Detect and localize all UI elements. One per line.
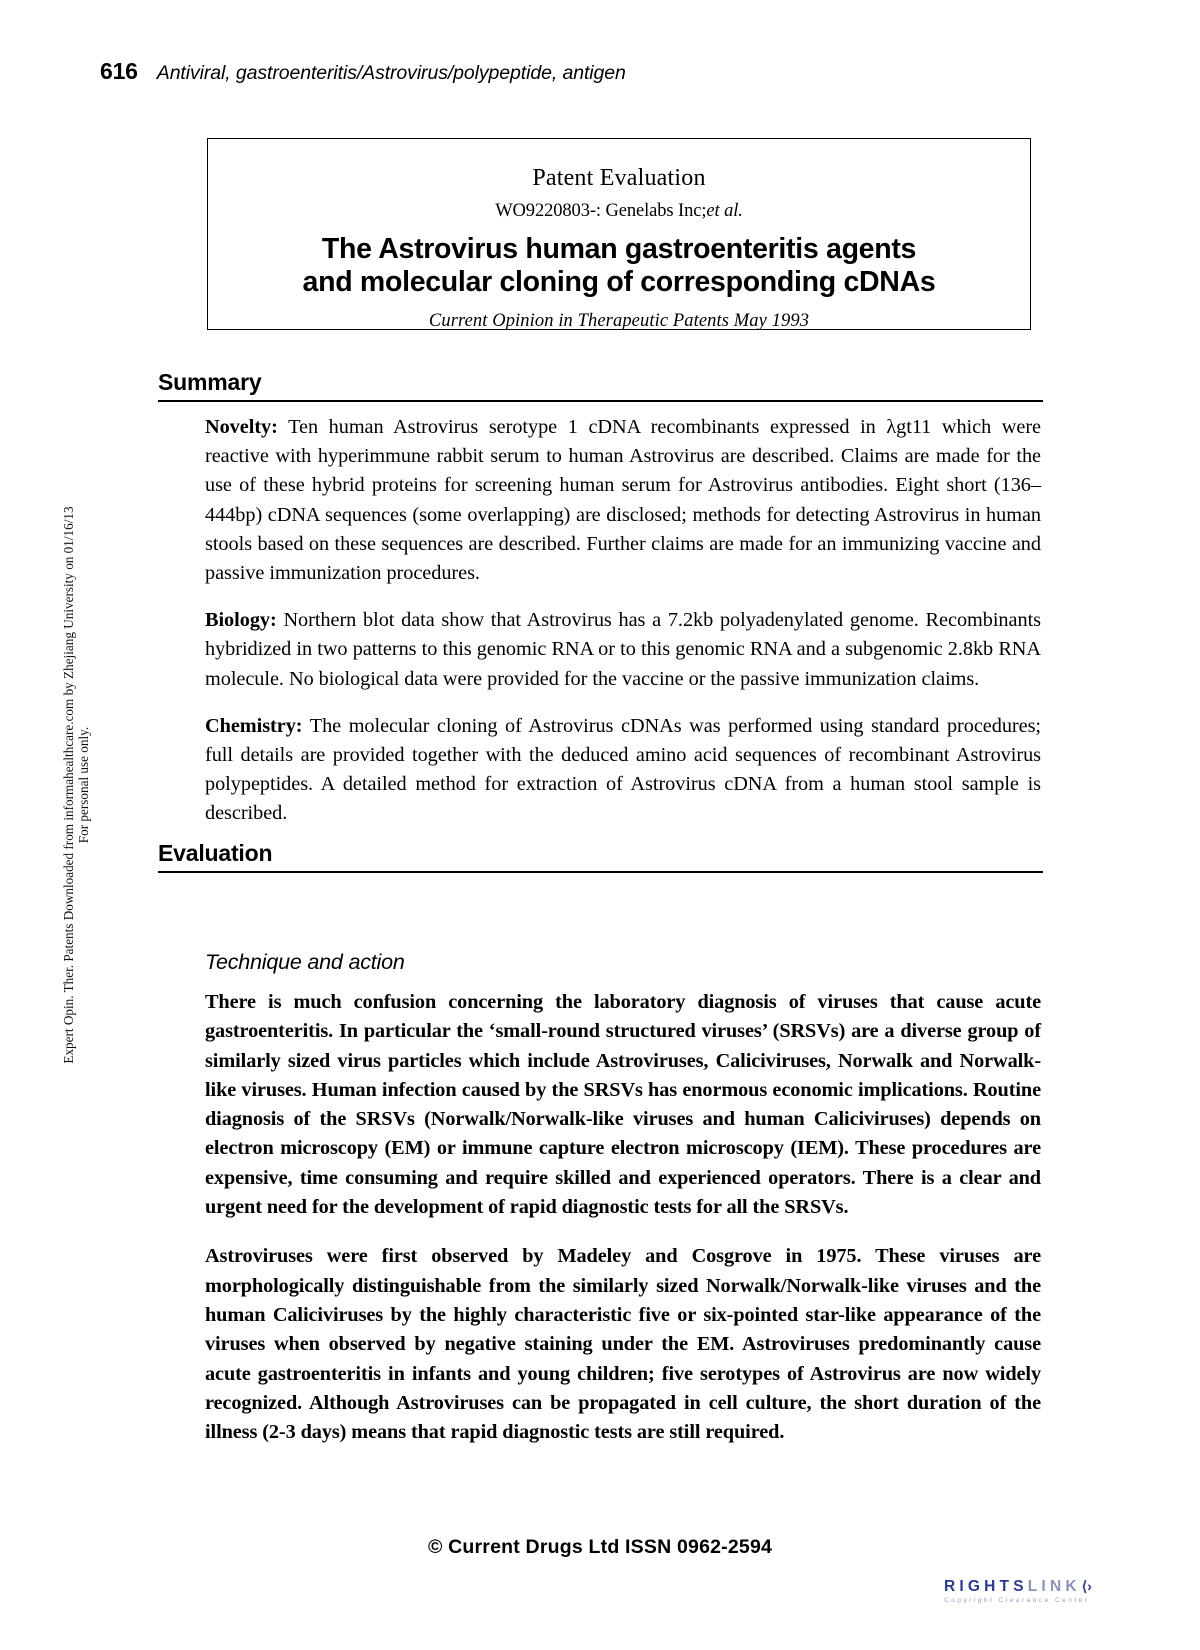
patent-title-line1: The Astrovirus human gastroenteritis agents [321, 233, 917, 265]
paragraph-biology [205, 606, 1041, 694]
paragraph-novelty-text: Ten human Astrovirus serotype 1 cDNA recombinants expressed in λgt11 which were reactive with hyperimmune rabbit serum to human Astrovirus are described. Claims are made for the use of these hybrid proteins for screening human serum for Astrovirus antibodies. Eight short (136–444bp) cDNA sequences (some overlapping) are disclosed; methods for detecting Astrovirus in human stools based on these sequences are described. Further claims are made for an immunizing vaccine and passive immunization procedures. [205, 416, 1041, 585]
rightslink-subtitle: Copyright Clearance Center [944, 1597, 1090, 1604]
paragraph-novelty-lead: Novelty: [205, 416, 278, 438]
summary-heading-rule [158, 400, 1043, 402]
evaluation-body [205, 988, 1041, 1467]
summary-heading-text: Summary [158, 369, 262, 395]
footer-copyright: © Current Drugs Ltd ISSN 0962-2594 [427, 1536, 773, 1558]
patent-number: WO9220803-: Genelabs Inc; [495, 201, 707, 221]
paragraph-evaluation-2: Astroviruses were first observed by Madeley and Cosgrove in 1975. These viruses are morphologically distinguishable from the similarly sized Norwalk/Norwalk-like viruses and the human Caliciviruses by the highly characteristic five or six-pointed star-like appearance of the viruses when observed by negative staining under the EM. Astroviruses predominantly cause acute gastroenteritis in infants and young children; five serotypes of Astrovirus are now widely recognized. Although Astroviruses can be propagated in cell culture, the short duration of the illness (2-3 days) means that rapid diagnostic tests are still required. [205, 1245, 1041, 1444]
patent-number-line [208, 201, 1030, 222]
subheading-technique-and-action: Technique and action [205, 950, 405, 974]
paragraph-chemistry-text: The molecular cloning of Astrovirus cDNAs was performed using standard procedures; full details are provided together with the deduced amino acid sequences of recombinant Astrovirus polypeptides. A detailed method for extraction of Astrovirus cDNA from a human stool sample is described. [205, 714, 1041, 825]
paragraph-biology-text: Northern blot data show that Astrovirus has a 7.2kb polyadenylated genome. Recombinants hybridized in two patterns to this genomic RNA or to this genomic RNA and a subgenomic 2.8kb RNA molecule. No biological data were provided for the vaccine or the passive immunization claims. [205, 609, 1041, 690]
section-heading-evaluation [158, 840, 1043, 873]
running-head [100, 58, 626, 85]
patent-evaluation-title-box [207, 138, 1031, 330]
paragraph-biology-lead: Biology: [205, 609, 277, 632]
section-heading-summary [158, 369, 1043, 402]
patent-title-line2: and molecular cloning of corresponding cDNAs [302, 266, 936, 298]
evaluation-heading-text: Evaluation [158, 840, 273, 866]
running-head-title: Antiviral, gastroenteritis/Astrovirus/polypeptide, antigen [156, 62, 626, 84]
download-watermark-line2: For personal use only. [76, 726, 91, 844]
patent-title [208, 233, 1030, 299]
rightslink-primary-text: RIGHTS [944, 1578, 1028, 1595]
paragraph-evaluation-1: There is much confusion concerning the laboratory diagnosis of viruses that cause acute gastroenteritis. In particular the ‘small-round structured viruses’ (SRSVs) are a diverse group of similarly sized virus particles which include Astroviruses, Caliciviruses, Norwalk and Norwalk-like viruses. Human infection caused by the SRSVs has enormous economic implications. Routine diagnosis of the SRSVs (Norwalk/Norwalk-like viruses and human Caliciviruses) depends on electron microscopy (EM) or immune capture electron microscopy (IEM). These procedures are expensive, time consuming and require skilled and experienced operators. There is a clear and urgent need for the development of rapid diagnostic tests for all the SRSVs. [205, 991, 1041, 1219]
paragraph-chemistry-lead: Chemistry: [205, 714, 303, 737]
download-watermark-stamp [61, 435, 91, 1135]
download-watermark-line1: Expert Opin. Ther. Patents Downloaded from informahealthcare.com by Zhejiang University on 01/16/13 [61, 506, 76, 1064]
rightslink-arrow-icon: ⟨› [1081, 1578, 1092, 1594]
rightslink-wordmark [944, 1578, 1144, 1595]
rightslink-secondary-text: LINK [1027, 1578, 1081, 1595]
paragraph-chemistry [205, 712, 1041, 829]
rightslink-logo[interactable] [944, 1578, 1144, 1604]
journal-citation: Current Opinion in Therapeutic Patents May 1993 [428, 311, 810, 331]
patent-evaluation-kicker: Patent Evaluation [532, 165, 706, 191]
evaluation-heading-rule [158, 871, 1043, 873]
summary-body [205, 413, 1041, 847]
paragraph-novelty [205, 413, 1041, 588]
patent-etal: et al. [706, 201, 743, 221]
page-number: 616 [100, 58, 138, 84]
